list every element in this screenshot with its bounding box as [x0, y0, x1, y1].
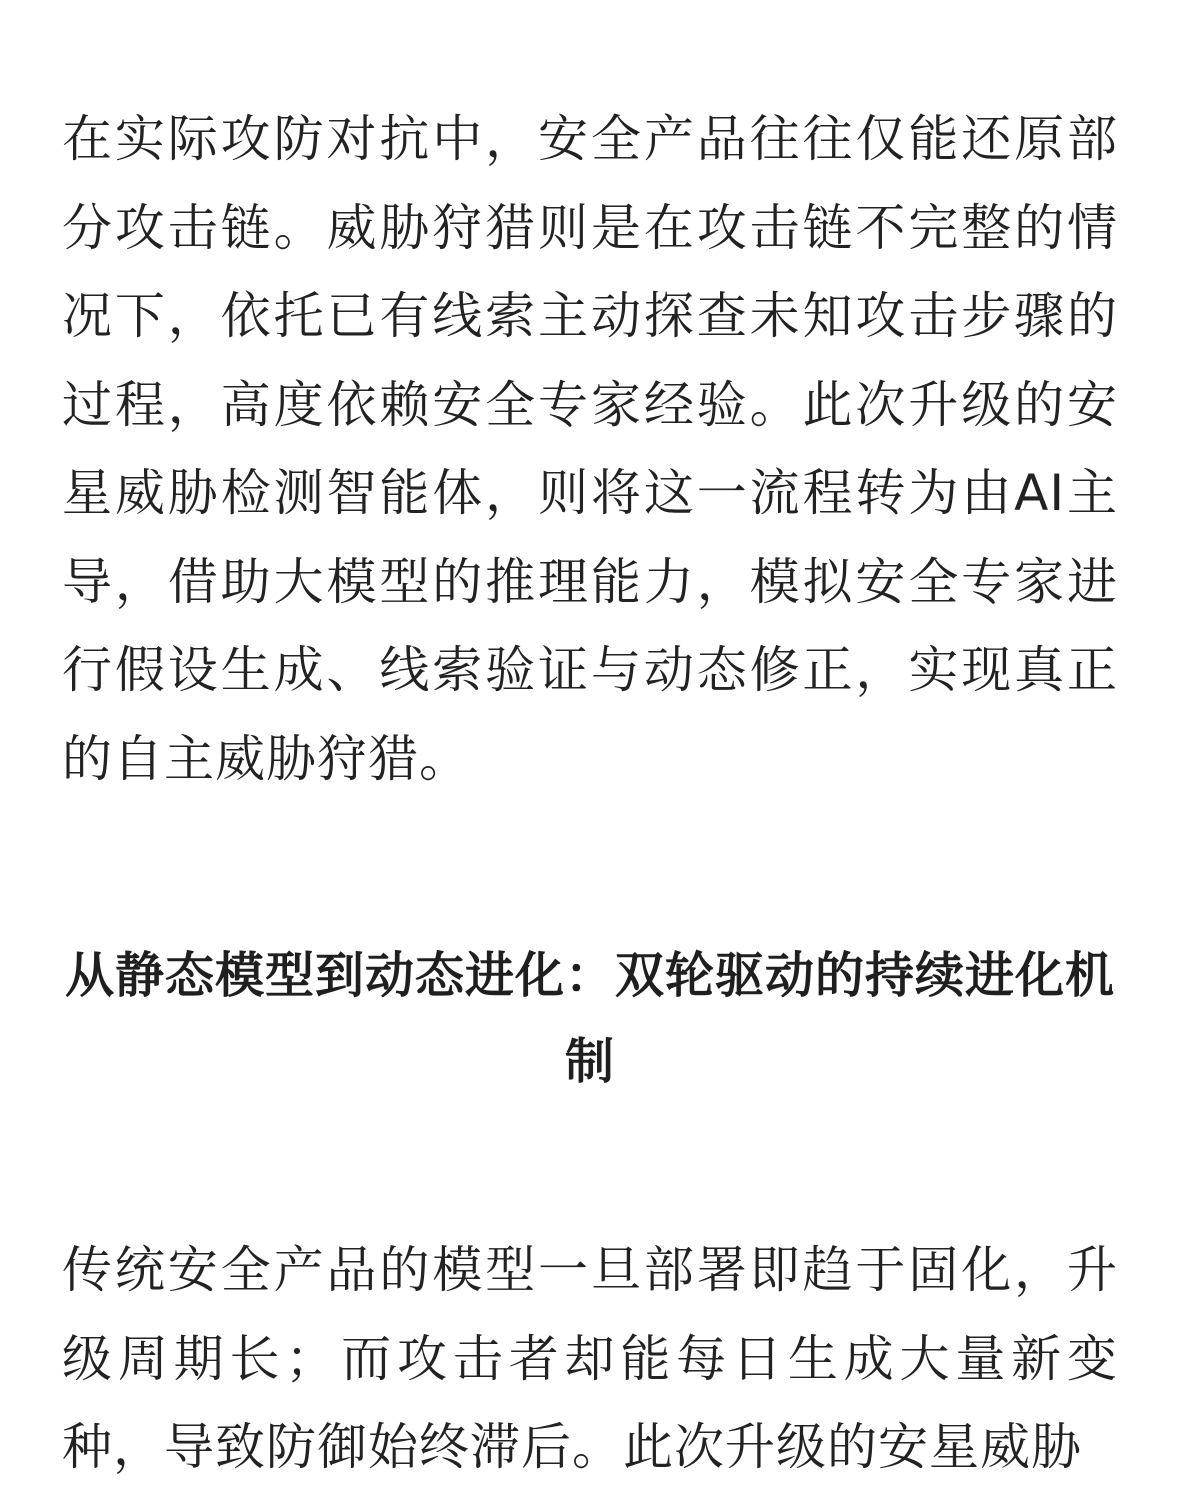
section-heading: 从静态模型到动态进化：双轮驱动的持续进化机制: [64, 947, 1115, 1090]
article-paragraph-continuous-evolution: 传统安全产品的模型一旦部署即趋于固化，升级周期长；而攻击者却能每日生成大量新变种，导致防御始终滞后。此次升级的安星威胁: [62, 1241, 1118, 1476]
article-paragraph-threat-hunting: 在实际攻防对抗中，安全产品往往仅能还原部分攻击链。威胁狩猎则是在攻击链不完整的情况下，依托已有线索主动探查未知攻击步骤的过程，高度依赖安全专家经验。此次升级的安星威胁检测智能体，则将这一流程转为由AI主导，借助大模型的推理能力，模拟安全专家进行假设生成、线索验证与动态修正，实现真正的自主威胁狩猎。: [62, 110, 1118, 788]
